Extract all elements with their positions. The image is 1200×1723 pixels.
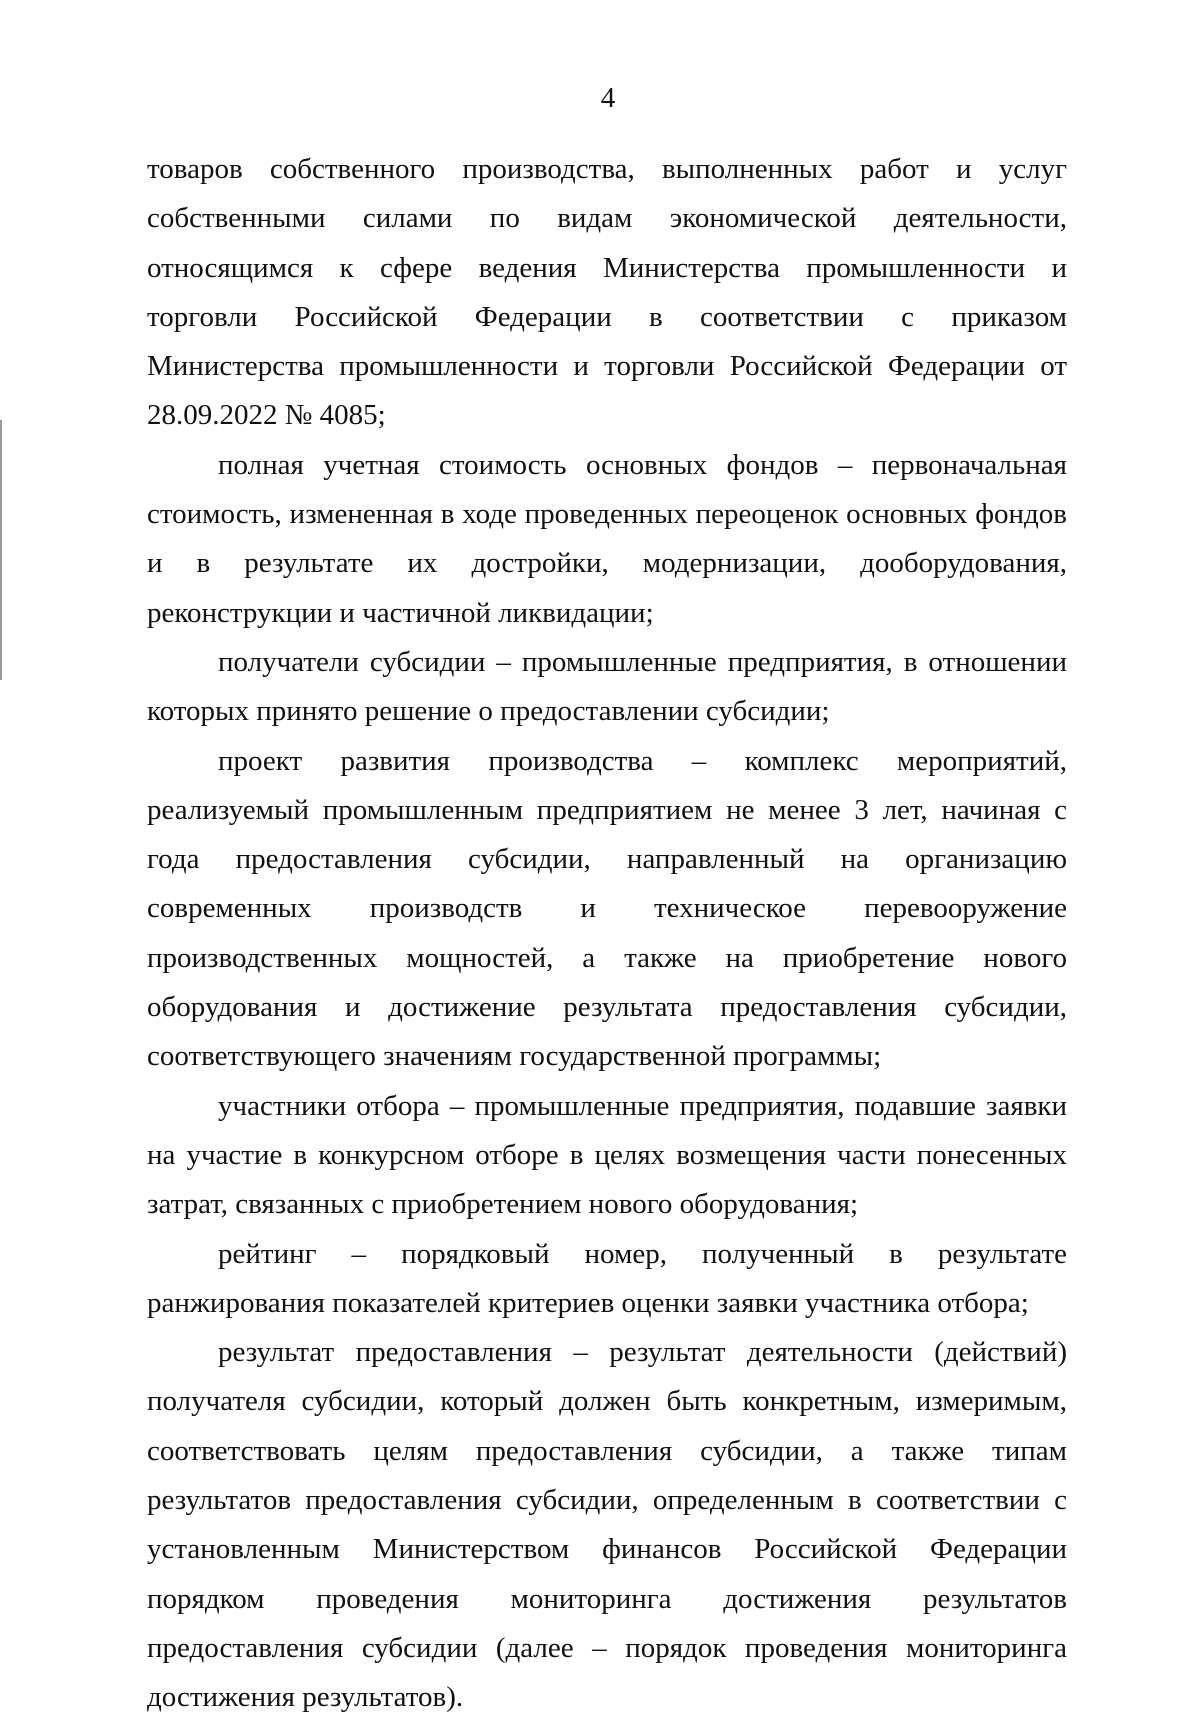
paragraph-definition-participants: участники отбора – промышленные предприятия, подавшие заявки на участие в конкурсном отборе в целях возмещения части понесенных затрат, связанных с приобретением нового оборудования; (147, 1089, 1067, 1221)
paragraph-definition-fixed-assets: полная учетная стоимость основных фондов – первоначальная стоимость, измененная в ходе проведенных переоценок основных фондов и в результате их достройки, модернизации, дооборудования, реконструкции и частичной ликвидации; (147, 448, 1067, 629)
paragraph-definition-result: результат предоставления – результат деятельности (действий) получателя субсидии, который должен быть конкретным, измеримым, соответствовать целям предоставления субсидии, а также типам результатов предоставления субсидии, определенным в соответствии с установленным Министерством финансов Российской Федерации порядком проведения мониторинга достижения результатов предоставления субсидии (далее – порядок проведения мониторинга достижения результатов). (147, 1336, 1067, 1714)
scan-margin-artifact (0, 420, 2, 680)
paragraph-continuation: товаров собственного производства, выполненных работ и услуг собственными силами по видам экономической деятельности, относящимся к сфере ведения Министерства промышленности и торговли Российской Федерации в соответствии с приказом Министерства промышленности и торговли Российской Федерации от 28.09.2022 № 4085; (147, 153, 1067, 432)
paragraph-definition-recipients: получатели субсидии – промышленные предприятия, в отношении которых принято решение о предоставлении субсидии; (147, 645, 1067, 728)
page-number: 4 (600, 82, 616, 114)
document-body (147, 145, 1067, 1723)
paragraph-definition-project: проект развития производства – комплекс мероприятий, реализуемый промышленным предприятием не менее 3 лет, начиная с года предоставления субсидии, направленный на организацию современных производств и техническое перевооружение производственных мощностей, а также на приобретение нового оборудования и достижение результата предоставления субсидии, соответствующего значениям государственной программы; (147, 744, 1067, 1073)
paragraph-definition-rating: рейтинг – порядковый номер, полученный в результате ранжирования показателей критериев оценки заявки участника отбора; (147, 1237, 1067, 1319)
